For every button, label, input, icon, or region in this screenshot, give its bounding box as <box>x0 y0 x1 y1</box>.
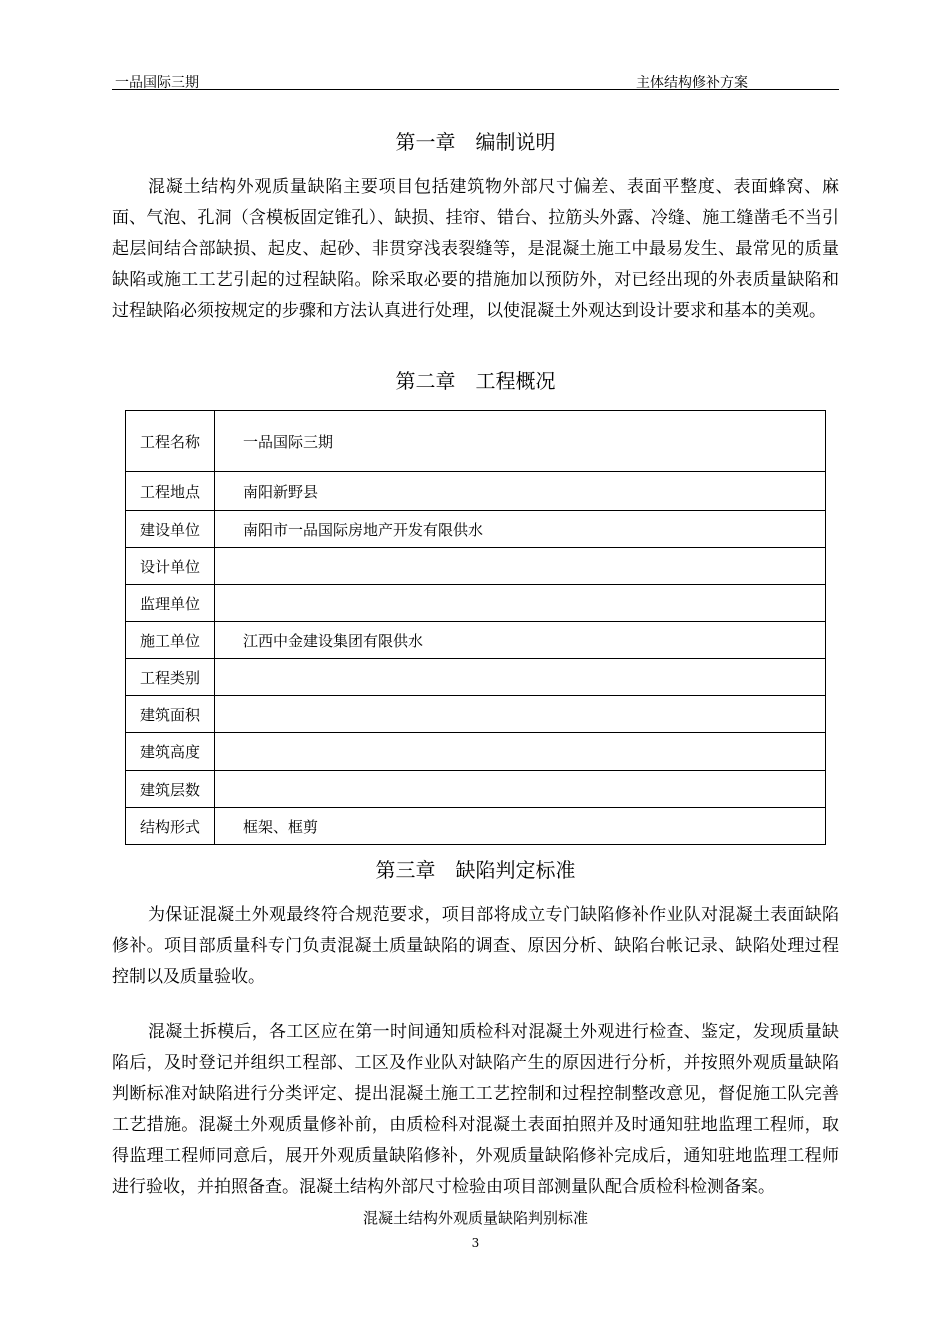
row-value <box>215 585 826 622</box>
chapter3-paragraph-2: 混凝土拆模后，各工区应在第一时间通知质检科对混凝土外观进行检查、鉴定，发现质量缺陷后，及时登记并组织工程部、工区及作业队对缺陷产生的原因进行分析，并按照外观质量缺陷判断标准对缺陷进行分类评定、提出混凝土施工工艺控制和过程控制整改意见，督促施工队完善工艺措施。混凝土外观质量修补前，由质检科对混凝土表面拍照并及时通知驻地监理工程师，取得监理工程师同意后，展开外观质量缺陷修补，外观质量缺陷修补完成后，通知驻地监理工程师进行验收，并拍照备查。混凝土结构外部尺寸检验由项目部测量队配合质检科检测备案。 <box>112 1022 839 1197</box>
table-row <box>126 696 826 733</box>
table-row <box>126 808 826 845</box>
row-value <box>215 659 826 696</box>
project-overview-table <box>125 410 826 845</box>
table-row <box>126 659 826 696</box>
header-project-name: 一品国际三期 <box>115 75 199 91</box>
row-value: 框架、框剪 <box>215 808 826 845</box>
chapter3-paragraph-1: 为保证混凝土外观最终符合规范要求，项目部将成立专门缺陷修补作业队对混凝土表面缺陷修补。项目部质量科专门负责混凝土质量缺陷的调查、原因分析、缺陷台帐记录、缺陷处理过程控制以及质量验收。 <box>112 905 839 987</box>
chapter3-title: 第三章 缺陷判定标准 <box>375 858 576 882</box>
table-row <box>126 472 826 511</box>
row-label: 施工单位 <box>126 622 215 659</box>
row-label: 工程类别 <box>126 659 215 696</box>
table-row <box>126 622 826 659</box>
row-label: 建筑层数 <box>126 771 215 808</box>
table-row <box>126 411 826 472</box>
row-label: 工程名称 <box>126 411 215 472</box>
table-row <box>126 733 826 771</box>
row-label: 建筑高度 <box>126 733 215 771</box>
row-label: 设计单位 <box>126 548 215 585</box>
row-value <box>215 548 826 585</box>
row-label: 建筑面积 <box>126 696 215 733</box>
row-label: 工程地点 <box>126 472 215 511</box>
table-row <box>126 548 826 585</box>
header-divider <box>112 89 839 90</box>
row-value <box>215 771 826 808</box>
table-row <box>126 585 826 622</box>
table-row <box>126 511 826 548</box>
page-number: 3 <box>471 1236 480 1250</box>
row-label: 结构形式 <box>126 808 215 845</box>
row-value: 南阳新野县 <box>215 472 826 511</box>
row-value <box>215 733 826 771</box>
table-caption: 混凝土结构外观质量缺陷判别标准 <box>362 1209 588 1227</box>
chapter1-title: 第一章 编制说明 <box>395 130 556 154</box>
row-value: 一品国际三期 <box>215 411 826 472</box>
table-row <box>126 771 826 808</box>
chapter1-paragraph: 混凝土结构外观质量缺陷主要项目包括建筑物外部尺寸偏差、表面平整度、表面蜂窝、麻面、气泡、孔洞（含模板固定锥孔）、缺损、挂帘、错台、拉筋头外露、冷缝、施工缝凿毛不当引起层间结合部缺损、起皮、起砂、非贯穿浅表裂缝等，是混凝土施工中最易发生、最常见的质量缺陷或施工工艺引起的过程缺陷。除采取必要的措施加以预防外，对已经出现的外表质量缺陷和过程缺陷必须按规定的步骤和方法认真进行处理，以使混凝土外观达到设计要求和基本的美观。 <box>112 177 839 321</box>
header-document-title: 主体结构修补方案 <box>636 75 748 91</box>
row-label: 监理单位 <box>126 585 215 622</box>
chapter2-title: 第二章 工程概况 <box>395 369 556 393</box>
row-value: 南阳市一品国际房地产开发有限供水 <box>215 511 826 548</box>
row-value: 江西中金建设集团有限供水 <box>215 622 826 659</box>
row-label: 建设单位 <box>126 511 215 548</box>
row-value <box>215 696 826 733</box>
